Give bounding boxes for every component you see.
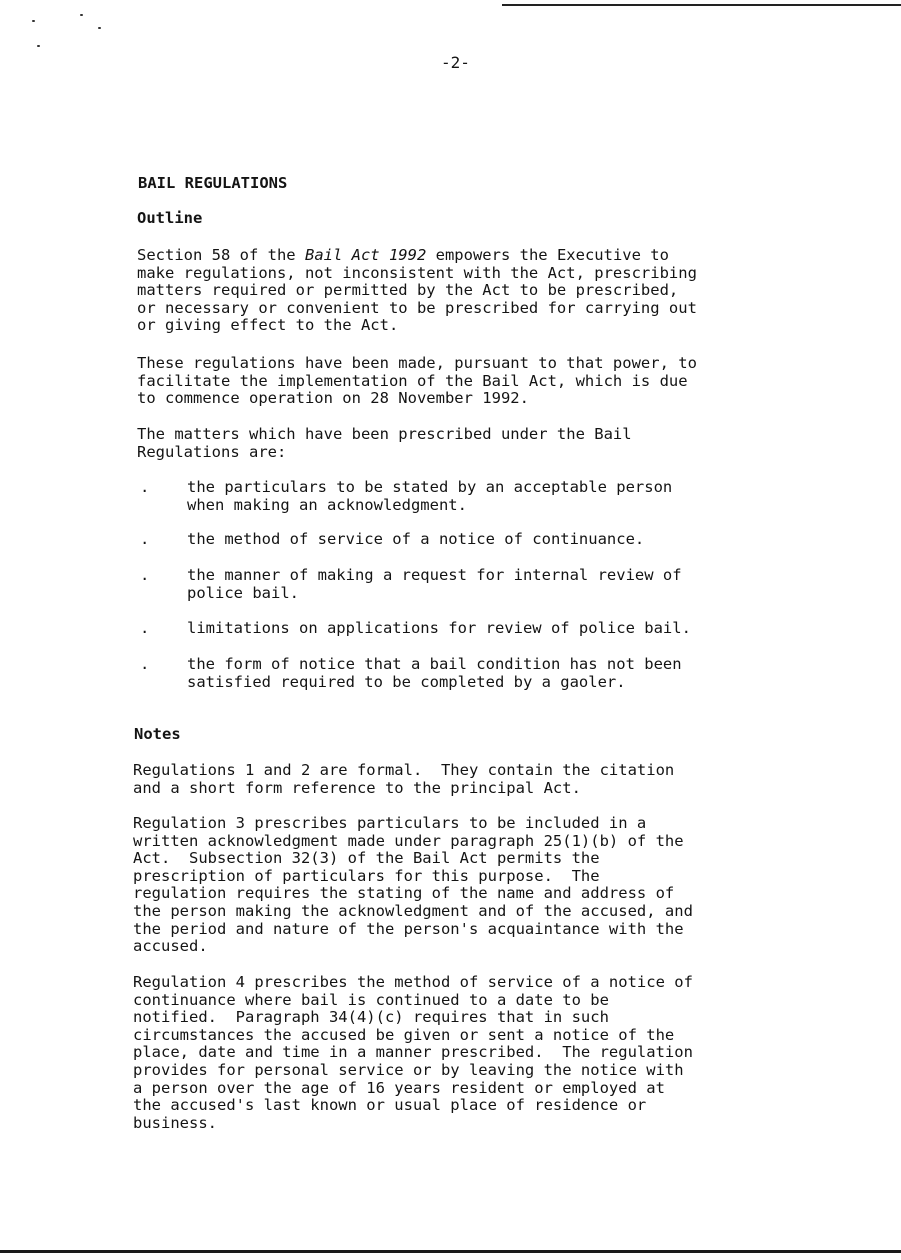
notes-paragraph-2: Regulation 3 prescribes particulars to be included in a written acknowledgment made under paragraph 25(1)(b) of the Act. Subsection 32(3) of the Bail Act permits the prescription of particulars for this purpose. The regulation requires the stating of the name and address of the person making the acknowledgment and of the accused, and the period and nature of the person's acquaintance with the accused. <box>133 814 693 956</box>
para1-text: matters required or permitted by the Act to be prescribed, <box>137 281 679 300</box>
scan-edge-bottom <box>0 1250 901 1253</box>
notes-paragraph-1: Regulations 1 and 2 are formal. They contain the citation and a short form reference to the principal Act. <box>133 761 675 797</box>
bullet-dot: . <box>140 478 150 496</box>
outline-paragraph-2: These regulations have been made, pursuant to that power, to facilitate the implementation of the Bail Act, which is due to commence operation on 28 November 1992. <box>137 354 697 408</box>
para1-text: empowers the Executive to <box>426 246 669 264</box>
list-item-text: the manner of making a request for internal review of police bail. <box>187 566 682 602</box>
list-item-text: the method of service of a notice of continuance. <box>187 530 645 548</box>
para1-text: make regulations, not inconsistent with the Act, prescribing <box>137 263 697 282</box>
bullet-dot: . <box>140 530 150 548</box>
act-title-italic: Bail Act 1992 <box>304 246 427 264</box>
page-number: -2- <box>441 53 470 72</box>
para1-text: or necessary or convenient to be prescribed for carrying out <box>137 298 697 317</box>
bullet-dot: . <box>140 655 150 673</box>
outline-heading: Outline <box>137 209 203 227</box>
outline-paragraph-1 <box>137 247 817 335</box>
scan-speck <box>98 27 101 29</box>
list-item-text: the form of notice that a bail condition has not been satisfied required to be completed by a gaoler. <box>187 655 682 691</box>
bullet-dot: . <box>140 619 150 637</box>
notes-heading: Notes <box>134 725 181 743</box>
list-item-text: the particulars to be stated by an acceptable person when making an acknowledgment. <box>187 478 673 514</box>
scan-edge-top <box>502 4 901 6</box>
scan-speck <box>32 20 35 22</box>
bullet-dot: . <box>140 566 150 584</box>
para1-text: or giving effect to the Act. <box>137 316 399 335</box>
notes-paragraph-3: Regulation 4 prescribes the method of service of a notice of continuance where bail is continued to a date to be notified. Paragraph 34(4)(c) requires that in such circumstances the accused be given or sent a notice of the place, date and time in a manner prescribed. The regulation provides for personal service or by leaving the notice with a person over the age of 16 years resident or employed at the accused's last known or usual place of residence or business. <box>133 973 693 1132</box>
scan-speck <box>37 45 40 47</box>
document-title: BAIL REGULATIONS <box>138 174 288 192</box>
outline-paragraph-3: The matters which have been prescribed under the Bail Regulations are: <box>137 425 632 461</box>
scan-speck <box>80 14 83 16</box>
para1-text: Section 58 of the <box>137 246 305 264</box>
list-item-text: limitations on applications for review of police bail. <box>187 619 691 637</box>
